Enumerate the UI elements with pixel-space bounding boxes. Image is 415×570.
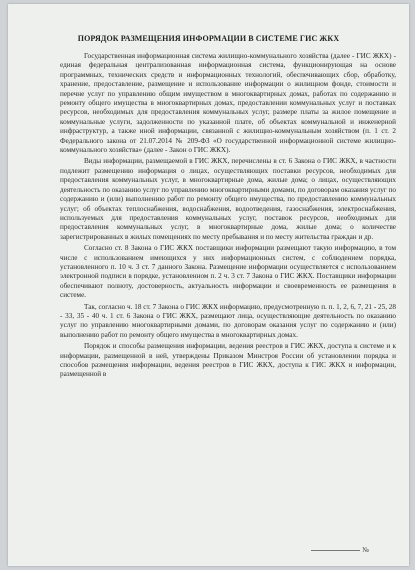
paragraph-information-types: Виды информации, размещаемой в ГИС ЖКХ, перечислены в ст. 6 Закона о ГИС ЖКХ, в частности подлежит размещению информация о лицах, осуществляющих поставки ресурсов, необходимых для предоставления коммунальных услуг, в многоквартирные дома, жилые дома; о лицах, осуществляющих деятельность по оказанию услуг по управлению многоквартирными домами, по договорам оказания услуг по содержанию и (или) выполнению работ по ремонту общего имущества, по предоставлению коммунальных услуг; об объектах теплоснабжения, водоснабжения, водоотведения, газоснабжения, электроснабжения, используемых для предоставления коммунальных услуг, поставок ресурсов, необходимых для предоставления коммунальных услуг, в многоквартирные дома, жилые дома; о количестве зарегистрированных в жилых помещениях по месту пребывания и по месту жительства граждан и др. [60,157,396,241]
paragraph-procedures: Порядок и способы размещения информации, ведения реестров в ГИС ЖКХ, доступа к системе и к информации, размещенной в ней, утверждены Приказом Минстроя России об установлении порядка и способов размещения информации, ведения реестров в ГИС ЖКХ, доступа к ГИС ЖКХ и информации, размещенной в [60,342,396,379]
page-number-text: № [362,546,369,554]
document-page [8,4,409,566]
document-body [60,52,396,382]
paragraph-gis-definition: Государственная информационная система жилищно-коммунального хозяйства (далее - ГИС ЖКХ) - единая федеральная централизованная информационная система, функционирующая на основе программных, технических средств и информационных технологий, обеспечивающих сбор, обработку, хранение, предоставление, размещение и использование информации о жилищном фонде, стоимости и перечне услуг по управлению общим имуществом в многоквартирных домах, работах по содержанию и ремонту общего имущества в многоквартирных домах, предоставлении коммунальных услуг и поставках ресурсов, необходимых для предоставления коммунальных услуг, размере платы за жилое помещение и коммунальные услуги, задолженности по указанной плате, об объектах коммунальной и инженерной инфраструктур, а также иной информации, связанной с жилищно-коммунальным хозяйством (п. 1 ст. 2 Федерального закона от 21.07.2014 № 209-ФЗ «О государственной информационной системе жилищно-коммунального хозяйства» (далее - Закон о ГИС ЖКХ). [60,52,396,155]
document-title: ПОРЯДОК РАЗМЕЩЕНИЯ ИНФОРМАЦИИ В СИСТЕМЕ ГИС ЖКХ [77,34,340,43]
paragraph-article-7-part-18: Так, согласно ч. 18 ст. 7 Закона о ГИС ЖКХ информацию, предусмотренную п. п. 1, 2, 6, 7, 21 - 25, 28 - 33, 35 - 40 ч. 1 ст. 6 Закона о ГИС ЖКХ, размещают лица, осуществляющие деятельность по оказанию услуг по управлению многоквартирными домами, по договорам оказания услуг по содержанию и (или) выполнению работ по ремонту общего имущества в многоквартирных домах. [60,302,396,339]
page-number [311,546,371,558]
paragraph-article-8: Согласно ст. 8 Закона о ГИС ЖКХ поставщики информации размещают такую информацию, в том числе с использованием имеющихся у них информационных систем, с соблюдением порядка, установленного п. 10 ч. 3 ст. 7 данного Закона. Размещение информации осуществляется с использованием электронной подписи в порядке, установленном п. 2 ч. 3 ст. 7 Закона о ГИС ЖКХ. Поставщики информации обеспечивают полноту, достоверность, актуальность информации и своевременность ее размещения в системе. [60,244,396,300]
